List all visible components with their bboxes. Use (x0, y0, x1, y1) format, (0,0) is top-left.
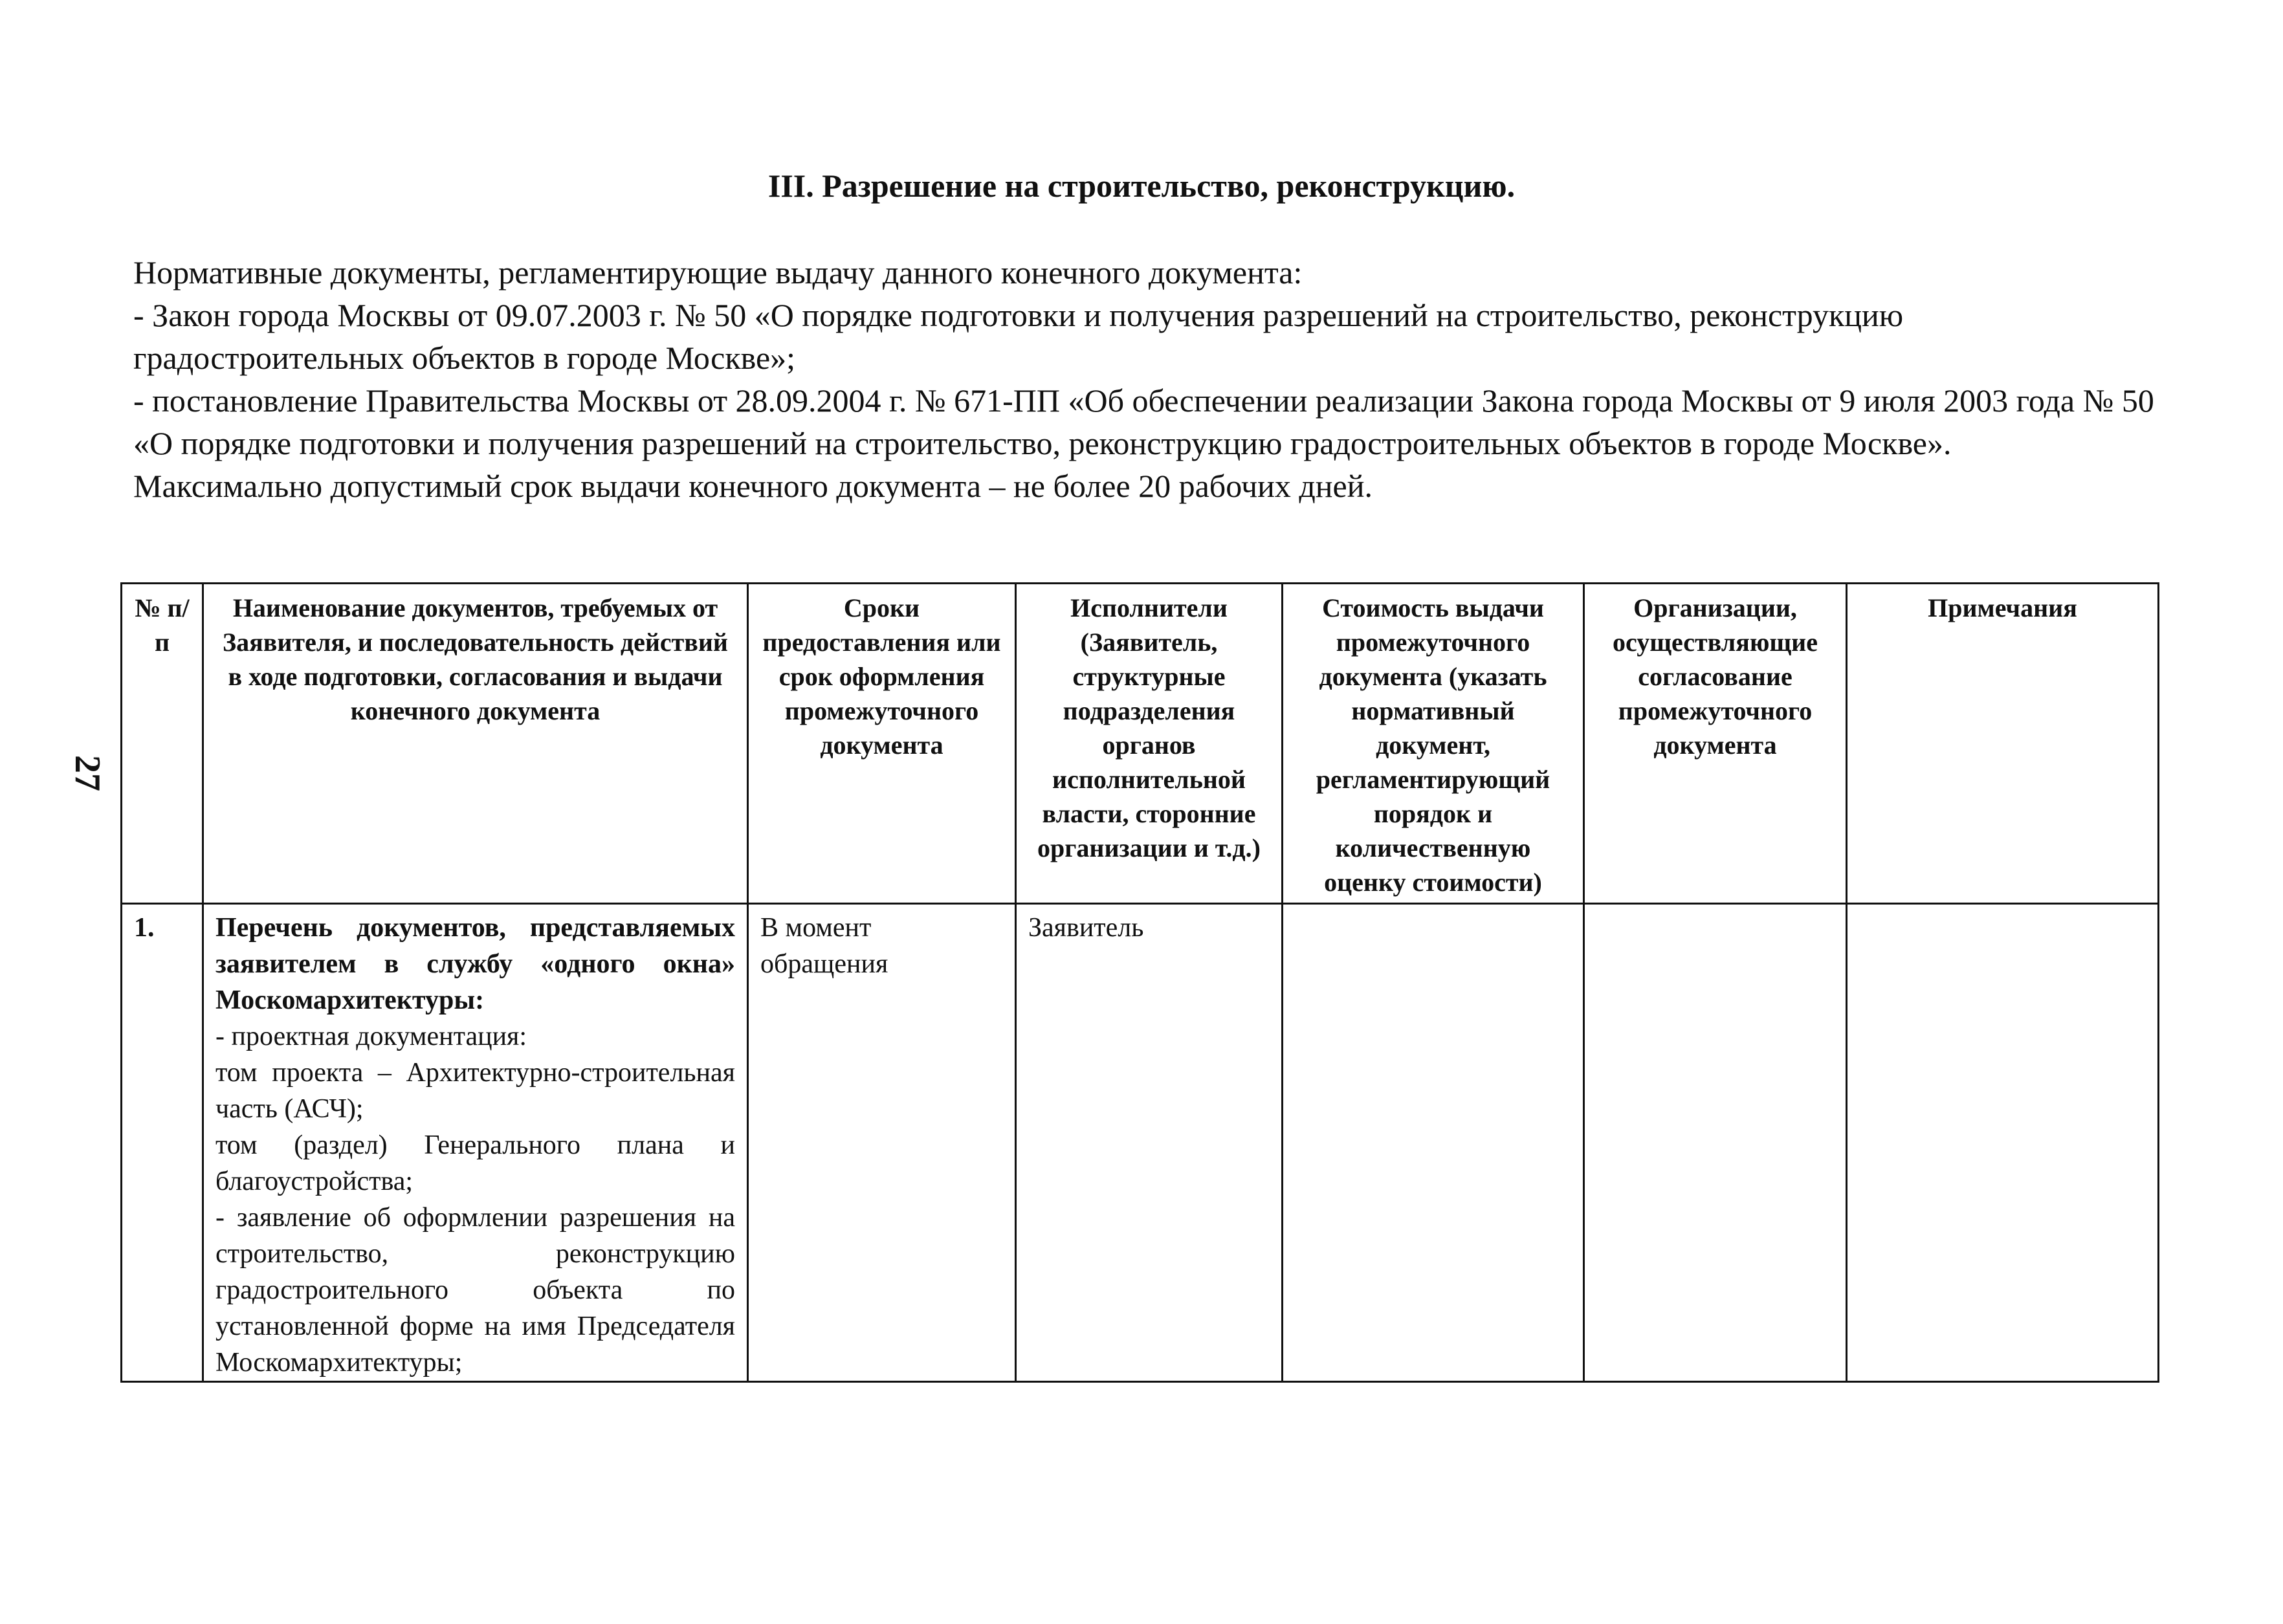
procedure-table (120, 582, 2159, 1383)
header-documents: Наименование документов, требуемых от Заявителя, и последовательность действий в ходе подготовки, согласования и выдачи конечного документа (203, 584, 748, 904)
row-documents-list (215, 1018, 735, 1381)
row-executor: Заявитель (1016, 904, 1283, 1382)
normative-heading: Нормативные документы, регламентирующие выдачу данного конечного документа: (133, 254, 1303, 291)
deadline-text: Максимально допустимый срок выдачи конечного документа – не более 20 рабочих дней. (133, 468, 1373, 504)
row-documents-title: Перечень документов, представляемых заявителем в службу «одного окна» Москомархитектуры: (215, 913, 735, 1015)
normative-item-law: - Закон города Москвы от 09.07.2003 г. № 50 «О порядке подготовки и получения разрешений на строительство, реконструкцию градостроительных объектов в городе Москве»; (133, 297, 1904, 376)
list-item: - заявление об оформлении разрешения на строительство, реконструкцию градостроительного объекта по установленной форме на имя Председателя Москомархитектуры; (215, 1203, 735, 1377)
header-executors: Исполнители (Заявитель, структурные подразделения органов исполнительной власти, сторонние организации и т.д.) (1016, 584, 1283, 904)
table-row (122, 904, 2159, 1382)
header-cost: Стоимость выдачи промежуточного документа (указать нормативный документ, регламентирующий порядок и количественную оценку стоимости) (1283, 584, 1584, 904)
list-item: - проектная документация: (215, 1022, 527, 1051)
normative-item-resolution: - постановление Правительства Москвы от 28.09.2004 г. № 671-ПП «Об обеспечении реализации Закона города Москвы от 9 июля 2003 года № 50 «О порядке подготовки и получения разрешений на строительство, реконструкцию градостроительных объектов в городе Москве». (133, 382, 2154, 461)
row-term: В момент обращения (748, 904, 1016, 1382)
row-documents (203, 904, 748, 1382)
list-item: том (раздел) Генерального плана и благоустройства; (215, 1130, 735, 1196)
row-organizations (1584, 904, 1847, 1382)
row-notes (1847, 904, 2159, 1382)
list-item: том проекта – Архитектурно-строительная часть (АСЧ); (215, 1058, 735, 1124)
header-number: № п/п (122, 584, 203, 904)
page-number: 27 (67, 755, 107, 791)
row-cost (1283, 904, 1584, 1382)
normative-documents-block (133, 251, 2165, 507)
table-header-row (122, 584, 2159, 904)
header-organizations: Организации, осуществляющие согласование промежуточного документа (1584, 584, 1847, 904)
row-number: 1. (122, 904, 203, 1382)
section-title: III. Разрешение на строительство, реконструкцию. (767, 168, 1516, 204)
header-terms: Сроки предоставления или срок оформления промежуточного документа (748, 584, 1016, 904)
header-notes: Примечания (1847, 584, 2159, 904)
